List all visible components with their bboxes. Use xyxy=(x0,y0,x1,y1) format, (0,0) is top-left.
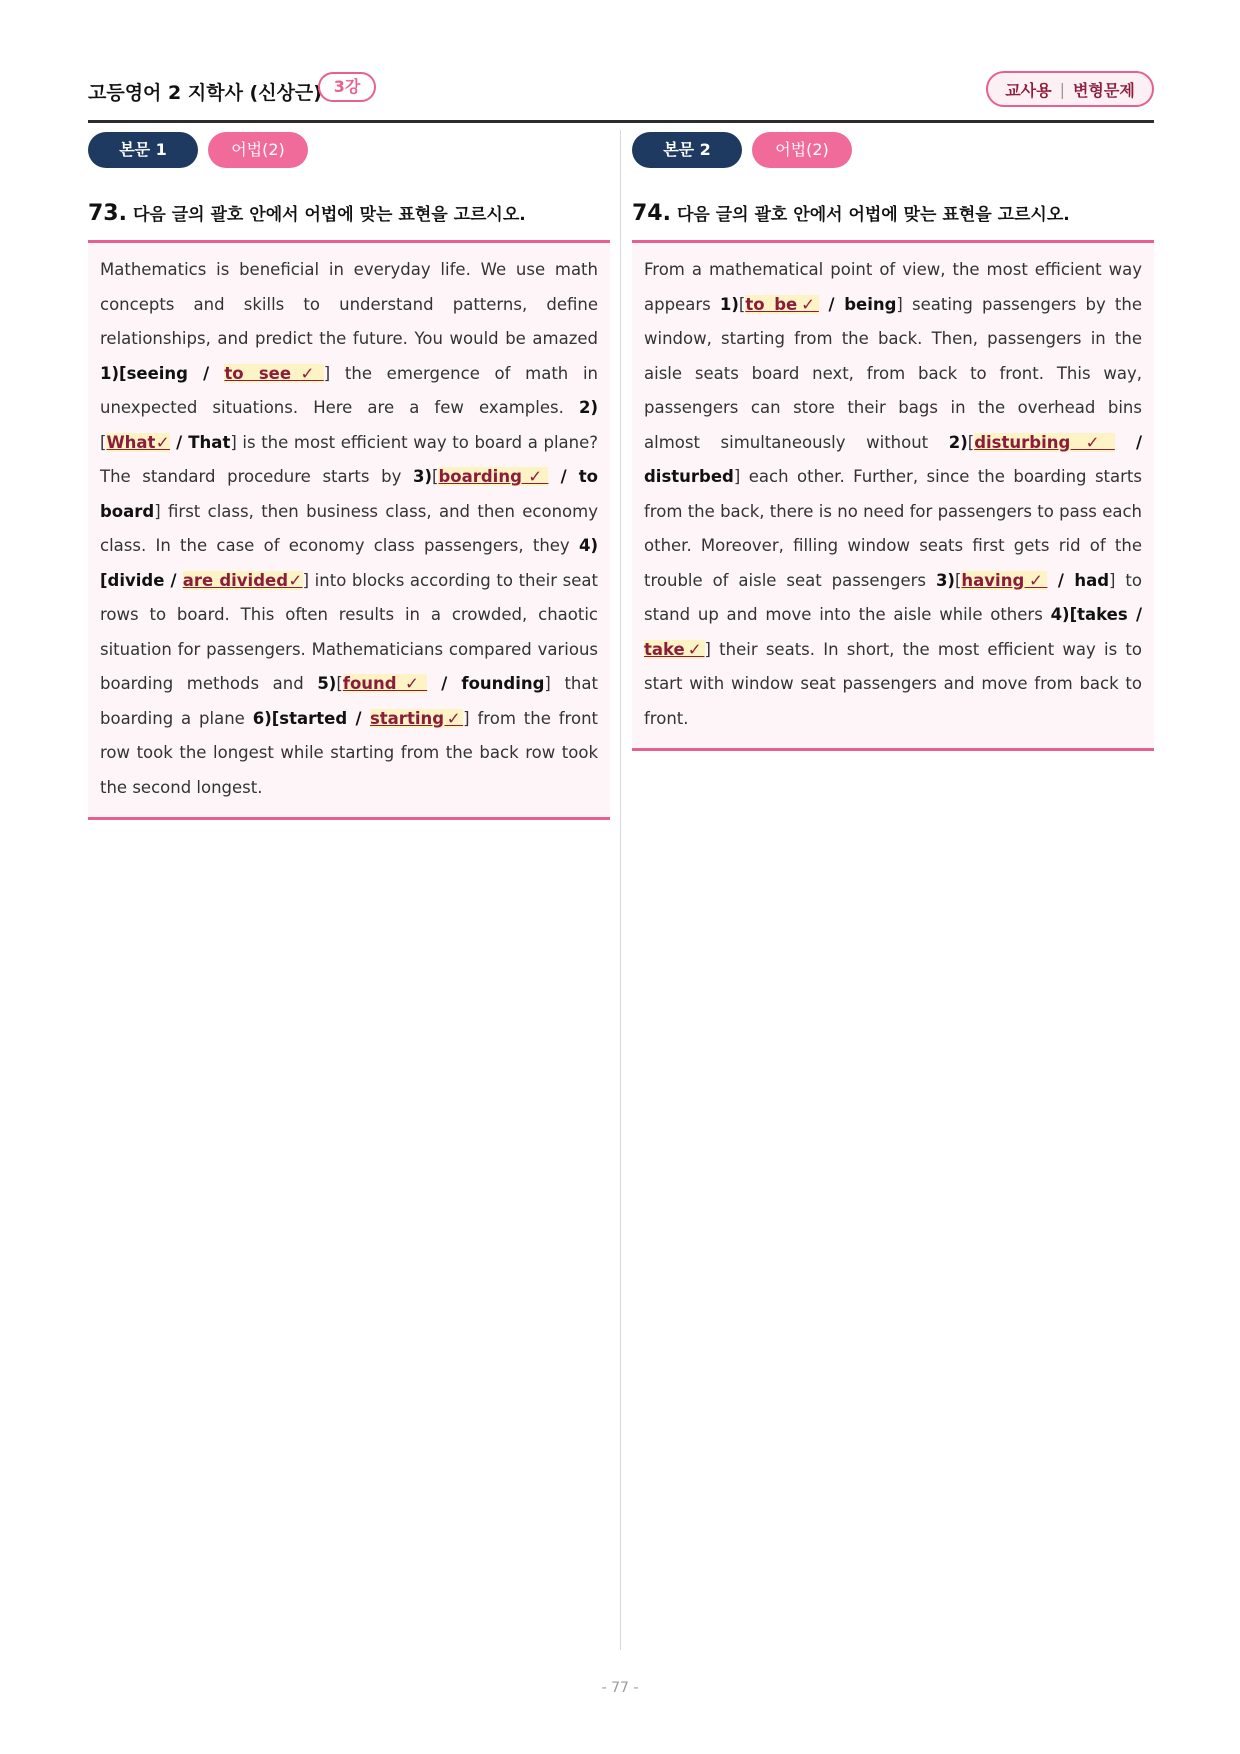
blank-number: 2) xyxy=(578,398,598,417)
blank-number: 6) xyxy=(252,708,272,728)
passage-text: ] seating passengers by the window, starting from the back. Then, passengers in the aisle seats board next, from back to front. This way, passengers can store their bags in the overhead bins almost simultaneously without xyxy=(644,294,1143,452)
bracket: [ xyxy=(738,294,746,314)
question-heading xyxy=(88,200,610,243)
answer-option: are divided✓ xyxy=(182,570,303,590)
bracket: [ xyxy=(954,570,962,590)
answer-option: disturbing✓ xyxy=(974,432,1115,452)
passage-text: ] to stand up and move into the aisle while others xyxy=(644,570,1142,624)
passage-text: ] from the front row took the longest while starting from the back row took the second longest. xyxy=(100,708,598,797)
answer-option: found✓ xyxy=(342,674,428,693)
passage-text: ] each other. Further, since the boarding starts from the back, there is no need for passengers to pass each other. Moreover, filling window seats first gets rid of the trouble of aisle seat passengers xyxy=(644,467,1142,590)
blank-number: 4) xyxy=(1050,605,1070,624)
book-title: 고등영어 2 지학사 (신상근) xyxy=(88,82,322,104)
answer-option: What✓ xyxy=(106,432,171,452)
question-number: 73. xyxy=(88,201,127,226)
blank-number: 3) xyxy=(935,570,955,590)
blank-number: 1) xyxy=(100,363,120,383)
option: / being xyxy=(818,294,897,314)
passage-box xyxy=(632,243,1154,751)
blank-number: 3) xyxy=(412,467,433,486)
passage-text: From a mathematical point of view, the most efficient way appears xyxy=(644,260,1142,314)
option: [started / xyxy=(271,708,370,728)
type-tag: 어법(2) xyxy=(208,132,308,168)
blank-number: 1) xyxy=(719,294,739,314)
type-tag: 어법(2) xyxy=(752,132,852,168)
passage-text: ] first class, then business class, and then economy class. In the case of economy class passengers, they xyxy=(100,501,598,555)
right-column xyxy=(632,132,1154,751)
passage-text: ] that boarding a plane xyxy=(100,674,598,728)
answer-option: starting✓ xyxy=(369,708,464,728)
blank-number: 2) xyxy=(948,432,968,452)
passage-box xyxy=(88,243,610,820)
answer-option: boarding✓ xyxy=(438,467,549,486)
option: / to board xyxy=(100,467,598,521)
passage-text: ] is the most efficient way to board a plane? The standard procedure starts by xyxy=(100,432,599,486)
answer-option: take✓ xyxy=(644,639,705,659)
bracket: [ xyxy=(967,432,975,452)
tag-row xyxy=(632,132,1154,170)
bracket: [ xyxy=(432,467,439,486)
passage-text: Mathematics is beneficial in everyday life. We use math concepts and skills to understand patterns, define relationships, and predict the future. You would be amazed xyxy=(100,260,598,348)
badge-separator: | xyxy=(1059,79,1065,99)
blank-number: 5) xyxy=(317,674,337,693)
option: [divide / xyxy=(100,570,183,590)
answer-option: having✓ xyxy=(961,570,1048,590)
question-heading xyxy=(632,200,1154,243)
option: / founding xyxy=(427,674,545,693)
blank-number: 4) xyxy=(578,536,598,555)
page-number: - 77 - xyxy=(601,1680,639,1696)
answer-option: to see✓ xyxy=(224,363,324,383)
lesson-badge: 3강 xyxy=(318,72,376,102)
question-number: 74. xyxy=(632,201,671,226)
bracket: [ xyxy=(336,674,343,693)
tag-row xyxy=(88,132,610,170)
passage-text: ] the emergence of math in unexpected situations. Here are a few examples. xyxy=(100,363,598,417)
question-text: 다음 글의 괄호 안에서 어법에 맞는 표현을 고르시오. xyxy=(132,205,526,225)
text-tag: 본문 2 xyxy=(632,132,742,168)
option: / That xyxy=(170,432,231,452)
teacher-label: 교사용 xyxy=(1005,80,1052,100)
page-header xyxy=(88,70,1154,123)
option: / had xyxy=(1047,570,1110,590)
left-column xyxy=(88,132,610,820)
answer-option: to be✓ xyxy=(745,294,819,314)
passage-text: ] into blocks according to their seat rows to board. This often results in a crowded, chaotic situation for passengers. Mathematicians compared various boarding methods and xyxy=(100,570,598,693)
text-tag: 본문 1 xyxy=(88,132,198,168)
edition-badge xyxy=(986,71,1154,107)
column-divider xyxy=(620,130,621,1650)
option: [seeing / xyxy=(119,363,225,383)
question-text: 다음 글의 괄호 안에서 어법에 맞는 표현을 고르시오. xyxy=(676,205,1070,225)
bracket: [ xyxy=(100,432,107,452)
passage-text: ] their seats. In short, the most efficient way is to start with window seat passengers and move from back to front. xyxy=(644,639,1142,728)
option: [takes / xyxy=(1069,605,1142,624)
type-label: 변형문제 xyxy=(1072,80,1135,100)
option: / disturbed xyxy=(644,432,1142,486)
